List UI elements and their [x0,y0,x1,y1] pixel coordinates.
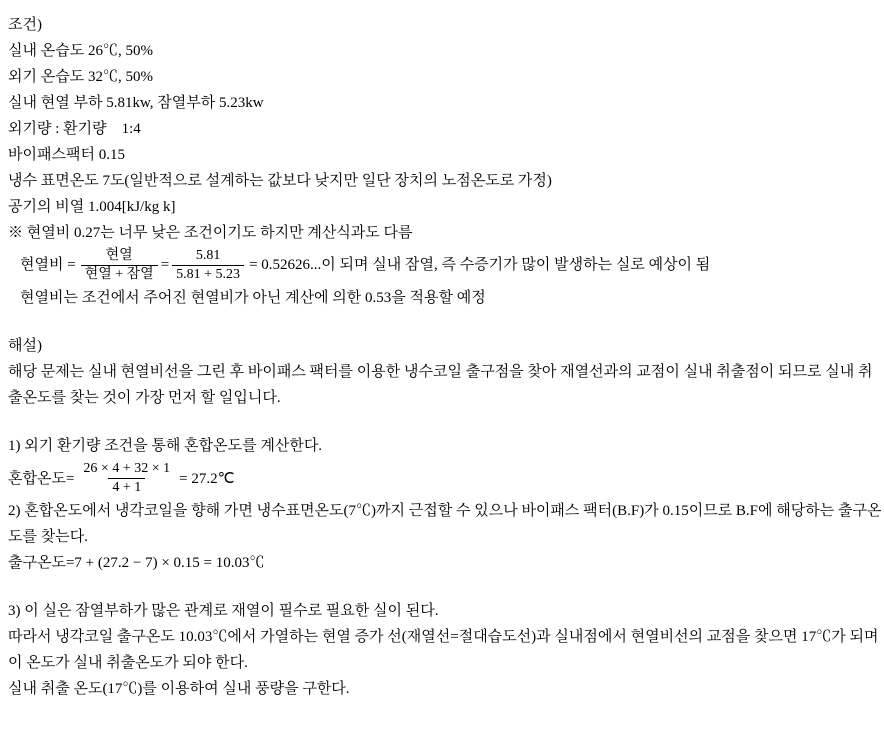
equation-label: 현열비 = [20,257,76,274]
fraction-mixing-temperature [79,461,174,496]
fraction-sensible-over-total [81,248,158,283]
fraction-denominator: 5.81 + 5.23 [172,265,244,283]
sensible-heat-ratio-equation [8,248,884,283]
condition-line: 외기 온습도 32℃, 50% [8,69,153,85]
condition-line: 냉수 표면온도 7도(일반적으로 설계하는 값보다 낮지만 일단 장치의 노점온도로 가정) [8,173,552,189]
step3-title: 3) 이 실은 잠열부하가 많은 관계로 재열이 필수로 필요한 실이 된다. [8,603,439,620]
fraction-numerator: 26 × 4 + 32 × 1 [83,461,171,477]
fraction-numerator: 5.81 [195,248,221,263]
equation-label: 혼합온도= [8,470,75,487]
condition-line: 공기의 비열 1.004[kJ/kg k] [8,199,176,215]
step2-paragraph: 2) 혼합온도에서 냉각코일을 향해 가면 냉수표면온도(7℃)까지 근접할 수 있으나 바이패스 팩터(B.F)가 0.15이므로 B.F에 해당하는 출구온도를 찾는다. [8,503,882,546]
condition-note-line: ※ 현열비 0.27는 너무 낮은 조건이기도 하지만 계산식과도 다름 [8,225,413,241]
conditions-heading: 조건) [8,17,42,33]
equals-sign: = [160,257,170,274]
fraction-numerator: 현열 [105,248,133,263]
condition-line: 외기량 : 환기량 1:4 [8,121,141,137]
fraction-denominator: 현열 + 잠열 [81,265,158,283]
condition-line: 실내 온습도 26℃, 50% [8,43,153,59]
sensible-ratio-note: 현열비는 조건에서 주어진 현열비가 아닌 계산에 의한 0.53을 적용할 예정 [20,290,486,307]
solution-heading: 해설) [8,338,42,355]
step3-last-line: 실내 취출 온도(17℃)를 이용하여 실내 풍량을 구한다. [8,681,350,698]
solution-intro-paragraph: 해당 문제는 실내 현열비선을 그린 후 바이패스 팩터를 이용한 냉수코일 출구점을 찾아 재열선과의 교점이 실내 취출점이 되므로 실내 취출온도를 찾는 것이 가장 먼저 할 일입니다. [8,364,873,407]
outlet-temperature-equation: 출구온도=7 + (27.2 − 7) × 0.15 = 10.03℃ [8,555,265,572]
mixing-temperature-equation [8,461,884,496]
step1-title: 1) 외기 환기량 조건을 통해 혼합온도를 계산한다. [8,438,323,455]
equation-result-text: = 0.52626...이 되며 실내 잠열, 즉 수증기가 많이 발생하는 실로 예상이 됨 [249,257,711,274]
step3-paragraph: 따라서 냉각코일 출구온도 10.03℃에서 가열하는 현열 증가 선(재열선=절대습도선)과 실내점에서 현열비선의 교점을 찾으면 17℃가 되며 이 온도가 실내 취출온도가 되야 한다. [8,629,879,672]
fraction-numeric-values [172,248,244,283]
equation-result-text: = 27.2℃ [179,470,235,487]
spacer [8,411,884,433]
condition-line: 바이패스팩터 0.15 [8,147,125,163]
fraction-denominator: 4 + 1 [108,478,145,496]
condition-line: 실내 현열 부하 5.81kw, 잠열부하 5.23kw [8,95,264,111]
spacer [8,576,884,598]
spacer [8,311,884,333]
